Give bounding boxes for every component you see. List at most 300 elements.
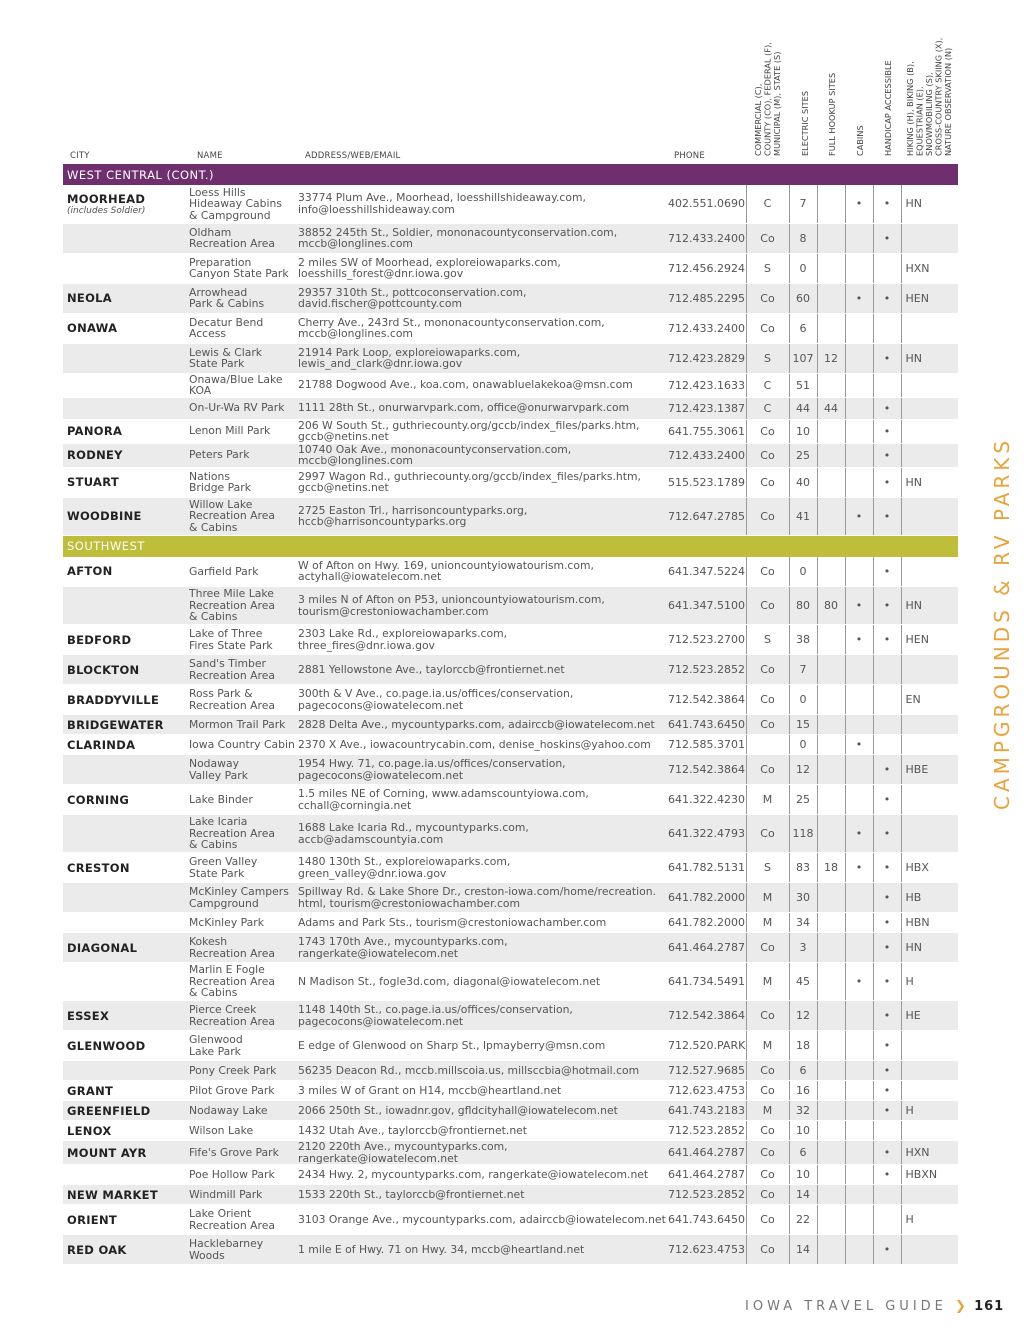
name-cell: Hacklebarney Woods [189,1235,298,1265]
full-hookup-cell: 18 [817,853,845,883]
city-name: BRADDYVILLE [67,692,160,707]
address-cell: 33774 Plum Ave., Moorhead, loesshillshideaway.com, info@loesshillshideaway.com [298,185,668,223]
electric-sites-cell: 41 [789,497,817,535]
handicap-cell: • [873,1165,901,1185]
electric-sites-cell: 25 [789,785,817,815]
city-name: BRIDGEWATER [67,717,164,732]
phone-cell: 712.527.9685 [668,1061,746,1081]
electric-sites-cell: 14 [789,1235,817,1265]
name-cell: Pony Creek Park [189,1061,298,1081]
phone-cell: 641.464.2787 [668,1165,746,1185]
address-cell: 21788 Dogwood Ave., koa.com, onawabluelakekoa@msn.com [298,373,668,397]
type-cell: C [746,185,789,223]
electric-sites-cell: 15 [789,715,817,735]
electric-sites-cell: 16 [789,1081,817,1101]
handicap-cell: • [873,785,901,815]
address-cell: 2303 Lake Rd., exploreiowaparks.com, three_fires@dnr.iowa.gov [298,625,668,655]
electric-sites-cell: 8 [789,223,817,253]
electric-sites-cell: 25 [789,443,817,467]
header-phone: PHONE [674,151,705,161]
table-row [63,253,958,283]
name-cell: Oldham Recreation Area [189,223,298,253]
type-cell: M [746,883,789,913]
cabins-cell [845,1141,873,1165]
cabins-cell [845,883,873,913]
name-cell: Fife's Grove Park [189,1141,298,1165]
phone-cell: 712.523.2700 [668,625,746,655]
city-cell [63,815,189,853]
city-name: LENOX [67,1123,112,1138]
activities-cell: HN [901,467,958,497]
cabins-cell [845,1081,873,1101]
city-cell [63,755,189,785]
electric-sites-cell: 38 [789,625,817,655]
full-hookup-cell [817,655,845,685]
table-row [63,313,958,343]
name-cell: Kokesh Recreation Area [189,933,298,963]
table-row [63,655,958,685]
city-cell [63,883,189,913]
address-cell: 1688 Lake Icaria Rd., mycountyparks.com, accb@adamscountyia.com [298,815,668,853]
phone-cell: 641.755.3061 [668,419,746,443]
city-cell [63,933,189,963]
activities-cell: HB [901,883,958,913]
cabins-cell [845,1185,873,1205]
activities-cell [901,497,958,535]
full-hookup-cell [817,1031,845,1061]
table-row [63,1061,958,1081]
full-hookup-cell [817,1081,845,1101]
phone-cell: 712.433.2400 [668,223,746,253]
city-name: MOORHEAD [67,191,146,206]
name-cell: Wilson Lake [189,1121,298,1141]
city-name: RED OAK [67,1242,127,1257]
city-name: GLENWOOD [67,1038,146,1053]
table-row [63,715,958,735]
phone-cell: 712.485.2295 [668,283,746,313]
electric-sites-cell: 6 [789,1061,817,1081]
city-name: WOODBINE [67,509,142,523]
name-cell: Garfield Park [189,557,298,587]
city-cell [63,467,189,497]
handicap-cell: • [873,587,901,625]
city-cell [63,185,189,223]
section-title: WEST CENTRAL (CONT.) [63,164,958,185]
cabins-cell [845,467,873,497]
table-row [63,785,958,815]
name-cell: Willow Lake Recreation Area & Cabins [189,497,298,535]
cabins-cell [845,1101,873,1121]
phone-cell: 641.464.2787 [668,933,746,963]
phone-cell: 641.743.2183 [668,1101,746,1121]
handicap-cell [873,655,901,685]
name-cell: Lewis & Clark State Park [189,343,298,373]
activities-cell [901,397,958,419]
section-header [63,535,958,557]
full-hookup-cell [817,185,845,223]
city-name: ORIENT [67,1212,118,1227]
electric-sites-cell: 80 [789,587,817,625]
type-cell: Co [746,313,789,343]
electric-sites-cell: 6 [789,313,817,343]
full-hookup-cell [817,419,845,443]
city-cell [63,1165,189,1185]
activities-cell: HEN [901,283,958,313]
handicap-cell [873,373,901,397]
type-cell: M [746,1101,789,1121]
phone-cell: 712.542.3864 [668,755,746,785]
city-name: CRESTON [67,860,130,875]
phone-cell: 712.647.2785 [668,497,746,535]
city-cell [63,443,189,467]
type-cell: Co [746,587,789,625]
page-number: 161 [974,1299,1005,1314]
address-cell: 2066 250th St., iowadnr.gov, gfldcityhall@iowatelecom.net [298,1101,668,1121]
cabins-cell [845,1061,873,1081]
name-cell: Nodaway Valley Park [189,755,298,785]
full-hookup-cell [817,283,845,313]
city-cell [63,735,189,755]
chevron-right-icon: ❯ [955,1299,966,1314]
cabins-cell [845,655,873,685]
electric-sites-cell: 83 [789,853,817,883]
type-cell: Co [746,715,789,735]
handicap-cell: • [873,397,901,419]
city-cell [63,1061,189,1081]
electric-sites-cell: 34 [789,913,817,933]
cabins-cell [845,685,873,715]
type-cell: Co [746,467,789,497]
city-cell [63,587,189,625]
full-hookup-cell [817,557,845,587]
name-cell: Glenwood Lake Park [189,1031,298,1061]
activities-cell [901,735,958,755]
full-hookup-cell [817,1121,845,1141]
city-cell [63,419,189,443]
activities-cell: HE [901,1001,958,1031]
handicap-cell [873,735,901,755]
type-cell: Co [746,443,789,467]
activities-cell: H [901,1101,958,1121]
handicap-cell: • [873,419,901,443]
name-cell: On-Ur-Wa RV Park [189,397,298,419]
table-row [63,1031,958,1061]
name-cell: Preparation Canyon State Park [189,253,298,283]
side-title: CAMPGROUNDS & RV PARKS [990,436,1014,810]
cabins-cell [845,223,873,253]
city-cell [63,1031,189,1061]
city-cell [63,685,189,715]
electric-sites-cell: 51 [789,373,817,397]
activities-cell [901,313,958,343]
table-row [63,185,958,223]
city-name: STUART [67,475,119,489]
city-name: CLARINDA [67,737,136,752]
city-name: PANORA [67,424,123,438]
table-row [63,1121,958,1141]
city-cell [63,853,189,883]
name-cell: Lake Icaria Recreation Area & Cabins [189,815,298,853]
electric-sites-cell: 0 [789,253,817,283]
activities-cell [901,815,958,853]
footer [745,1299,1004,1314]
city-name: NEOLA [67,291,112,305]
city-cell [63,497,189,535]
cabins-cell: • [845,283,873,313]
type-cell: M [746,785,789,815]
city-cell [63,283,189,313]
full-hookup-cell [817,1061,845,1081]
name-cell: Lake Orient Recreation Area [189,1205,298,1235]
type-cell: Co [746,1001,789,1031]
full-hookup-cell [817,1101,845,1121]
cabins-cell [845,443,873,467]
handicap-cell: • [873,1001,901,1031]
activities-cell: HBE [901,755,958,785]
activities-cell: HN [901,185,958,223]
electric-sites-cell: 60 [789,283,817,313]
handicap-cell [873,1185,901,1205]
table-row [63,1165,958,1185]
table-row [63,963,958,1001]
name-cell: Lake Binder [189,785,298,815]
address-cell: 1743 170th Ave., mycountyparks.com, rangerkate@iowatelecom.net [298,933,668,963]
electric-sites-cell: 18 [789,1031,817,1061]
handicap-cell: • [873,963,901,1001]
header-electric: ELECTRIC SITES [800,90,810,156]
type-cell: Co [746,655,789,685]
handicap-cell: • [873,883,901,913]
table-row [63,587,958,625]
phone-cell: 641.322.4230 [668,785,746,815]
activities-cell: H [901,1205,958,1235]
activities-cell [901,373,958,397]
phone-cell: 402.551.0690 [668,185,746,223]
address-cell: 2881 Yellowstone Ave., taylorccb@frontiernet.net [298,655,668,685]
electric-sites-cell: 30 [789,883,817,913]
address-cell: 1.5 miles NE of Corning, www.adamscountyiowa.com, cchall@corningia.net [298,785,668,815]
table-row [63,933,958,963]
address-cell: Adams and Park Sts., tourism@crestoniowachamber.com [298,913,668,933]
full-hookup-cell [817,1185,845,1205]
activities-cell: HXN [901,1141,958,1165]
cabins-cell [845,313,873,343]
handicap-cell: • [873,443,901,467]
type-cell: Co [746,685,789,715]
activities-cell [901,1061,958,1081]
cabins-cell [845,373,873,397]
handicap-cell: • [873,223,901,253]
full-hookup-cell [817,313,845,343]
table-row [63,883,958,913]
full-hookup-cell [817,1235,845,1265]
table-row [63,1101,958,1121]
handicap-cell: • [873,913,901,933]
city-cell [63,397,189,419]
name-cell: Pilot Grove Park [189,1081,298,1101]
phone-cell: 712.433.2400 [668,443,746,467]
city-name: CORNING [67,792,130,807]
name-cell: Mormon Trail Park [189,715,298,735]
type-cell: Co [746,1081,789,1101]
city-cell [63,557,189,587]
name-cell: Nodaway Lake [189,1101,298,1121]
address-cell: 1432 Utah Ave., taylorccb@frontiernet.net [298,1121,668,1141]
city-cell [63,1185,189,1205]
table-row [63,1001,958,1031]
address-cell: 2120 220th Ave., mycountyparks.com, rangerkate@iowatelecom.net [298,1141,668,1165]
table-row [63,815,958,853]
name-cell: Lake of Three Fires State Park [189,625,298,655]
full-hookup-cell [817,443,845,467]
name-cell: Iowa Country Cabin [189,735,298,755]
address-cell: 2725 Easton Trl., harrisoncountyparks.org, hccb@harrisoncountyparks.org [298,497,668,535]
type-cell: Co [746,283,789,313]
handicap-cell: • [873,1141,901,1165]
type-cell: S [746,253,789,283]
address-cell: 21914 Park Loop, exploreiowaparks.com, lewis_and_clark@dnr.iowa.gov [298,343,668,373]
city-cell [63,1081,189,1101]
type-cell: Co [746,223,789,253]
type-cell: Co [746,419,789,443]
table-row [63,223,958,253]
address-cell: 2370 X Ave., iowacountrycabin.com, denise_hoskins@yahoo.com [298,735,668,755]
handicap-cell [873,715,901,735]
type-cell: M [746,1031,789,1061]
type-cell: S [746,625,789,655]
city-cell [63,1141,189,1165]
header-address: ADDRESS/WEB/EMAIL [305,151,401,161]
cabins-cell [845,785,873,815]
handicap-cell: • [873,1061,901,1081]
type-cell: Co [746,1061,789,1081]
address-cell: 2997 Wagon Rd., guthriecounty.org/gccb/index_files/parks.htm, gccb@netins.net [298,467,668,497]
electric-sites-cell: 0 [789,685,817,715]
header-activities: HIKING (H), BIKING (B), EQUESTRIAN (E), SNOWMOBILING (S), CROSS-COUNTRY SKIING (X), NATURE OBSERVATION (N) [905,37,953,156]
type-cell: Co [746,1141,789,1165]
address-cell: 1533 220th St., taylorccb@frontiernet.net [298,1185,668,1205]
table-row [63,397,958,419]
name-cell: Ross Park & Recreation Area [189,685,298,715]
electric-sites-cell: 0 [789,557,817,587]
type-cell: Co [746,557,789,587]
table-row [63,283,958,313]
electric-sites-cell: 6 [789,1141,817,1165]
activities-cell [901,419,958,443]
electric-sites-cell: 7 [789,185,817,223]
name-cell: Peters Park [189,443,298,467]
section-header [63,164,958,185]
phone-cell: 641.347.5224 [668,557,746,587]
city-name: MOUNT AYR [67,1145,147,1160]
table-row [63,419,958,443]
phone-cell: 641.743.6450 [668,1205,746,1235]
city-name: AFTON [67,564,113,579]
phone-cell: 712.423.1633 [668,373,746,397]
cabins-cell: • [845,185,873,223]
city-name: DIAGONAL [67,940,138,955]
phone-cell: 712.523.2852 [668,655,746,685]
name-cell: Pierce Creek Recreation Area [189,1001,298,1031]
address-cell: 2434 Hwy. 2, mycountyparks.com, rangerkate@iowatelecom.net [298,1165,668,1185]
address-cell: N Madison St., fogle3d.com, diagonal@iowatelecom.net [298,963,668,1001]
city-note: (includes Soldier) [67,205,146,216]
electric-sites-cell: 12 [789,1001,817,1031]
cabins-cell: • [845,625,873,655]
full-hookup-cell: 44 [817,397,845,419]
phone-cell: 641.734.5491 [668,963,746,1001]
electric-sites-cell: 118 [789,815,817,853]
city-name: BLOCKTON [67,662,140,677]
city-cell [63,373,189,397]
phone-cell: 641.322.4793 [668,815,746,853]
address-cell: 1111 28th St., onurwarvpark.com, office@onurwarvpark.com [298,397,668,419]
name-cell: Onawa/Blue Lake KOA [189,373,298,397]
cabins-cell: • [845,735,873,755]
cabins-cell [845,755,873,785]
cabins-cell [845,913,873,933]
type-cell: Co [746,1235,789,1265]
city-name: RODNEY [67,448,123,462]
campground-table [63,164,958,1265]
phone-cell: 712.433.2400 [668,313,746,343]
table-row [63,373,958,397]
full-hookup-cell [817,253,845,283]
activities-cell [901,1235,958,1265]
electric-sites-cell: 14 [789,1185,817,1205]
handicap-cell: • [873,755,901,785]
full-hookup-cell: 12 [817,343,845,373]
name-cell: Lenon Mill Park [189,419,298,443]
city-cell [63,963,189,1001]
city-cell [63,715,189,735]
full-hookup-cell [817,933,845,963]
name-cell: Decatur Bend Access [189,313,298,343]
electric-sites-cell: 10 [789,1121,817,1141]
handicap-cell: • [873,1101,901,1121]
city-cell [63,313,189,343]
type-cell: Co [746,933,789,963]
address-cell: 1148 140th St., co.page.ia.us/offices/conservation, pagecocons@iowatelecom.net [298,1001,668,1031]
phone-cell: 712.623.4753 [668,1081,746,1101]
activities-cell [901,1031,958,1061]
table-row [63,735,958,755]
phone-cell: 641.782.5131 [668,853,746,883]
cabins-cell: • [845,587,873,625]
activities-cell: HEN [901,625,958,655]
cabins-cell: • [845,815,873,853]
footer-title: IOWA TRAVEL GUIDE [745,1299,947,1314]
city-cell [63,343,189,373]
phone-cell: 712.520.PARK [668,1031,746,1061]
handicap-cell: • [873,815,901,853]
address-cell: W of Afton on Hwy. 169, unioncountyiowatourism.com, actyhall@iowatelecom.net [298,557,668,587]
electric-sites-cell: 40 [789,467,817,497]
table-row [63,343,958,373]
table-row [63,1185,958,1205]
activities-cell [901,1121,958,1141]
type-cell: S [746,343,789,373]
phone-cell: 712.585.3701 [668,735,746,755]
name-cell: Sand's Timber Recreation Area [189,655,298,685]
handicap-cell: • [873,853,901,883]
city-name: GRANT [67,1083,114,1098]
table-row [63,685,958,715]
full-hookup-cell [817,625,845,655]
electric-sites-cell: 7 [789,655,817,685]
handicap-cell [873,313,901,343]
type-cell: Co [746,755,789,785]
